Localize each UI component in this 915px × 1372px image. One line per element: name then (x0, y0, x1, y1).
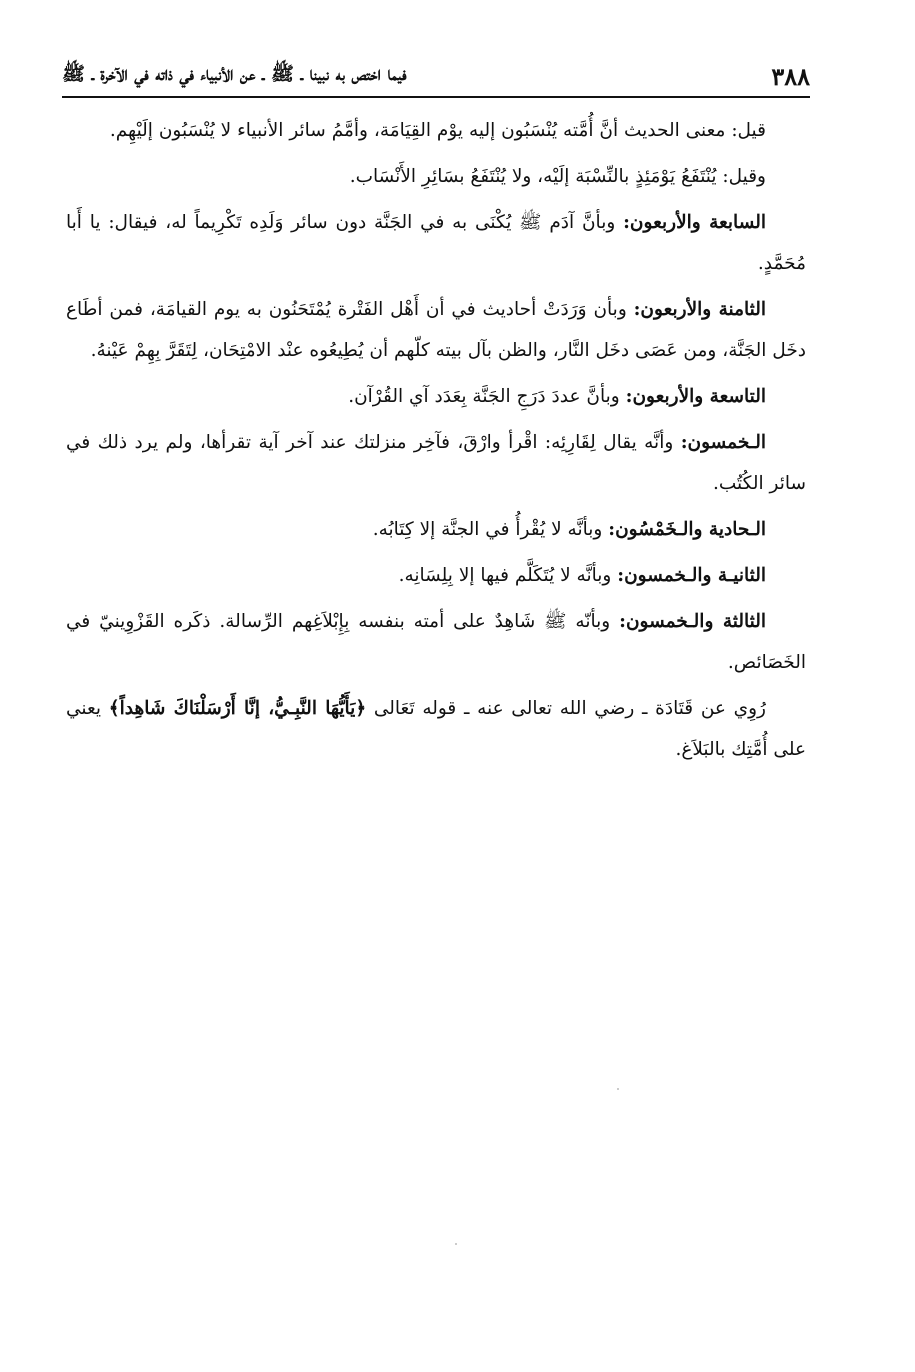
item-heading: الثانيـة والـخمسون: (617, 565, 766, 586)
paragraph-48 (66, 289, 806, 371)
paragraph-51 (66, 509, 806, 550)
paragraph-52 (66, 555, 806, 596)
closing-paragraph (66, 688, 806, 770)
item-heading: الـحادية والـخَمْسُون: (608, 519, 766, 540)
header-rule (62, 96, 810, 98)
scan-speck (455, 1243, 457, 1245)
page-body (66, 110, 806, 775)
paragraph-2 (66, 156, 806, 197)
closing-intro: رُوِي عن قَتَادَة ـ رضي الله تعالى عنه ـ قوله تَعَالى (373, 698, 766, 719)
item-heading: الـخمسون: (680, 432, 766, 453)
paragraph-1 (66, 110, 806, 151)
paragraph-49 (66, 376, 806, 417)
closing-outro: يعني على أُمَّتِك بالبَلاَغ. (66, 698, 806, 760)
paragraph-text: وبأنَّ عددَ دَرَجِ الجَنَّة بِعَدَد آي القُرْآن. (348, 386, 620, 407)
item-heading: الثالثة والـخمسون: (619, 611, 766, 632)
paragraph-text: وبأنّه ﷺ شَاهِدٌ على أمته بنفسه بِإِبْلاَغِهم الرِّسالة. ذكَره القَزْوِينيّ في الخَصَائص. (66, 611, 806, 673)
item-heading: السابعة والأربعون: (623, 212, 766, 233)
paragraph-text: وبأنَّه لا يُتَكَلَّم فيها إلا بِلِسَانِه. (398, 565, 612, 586)
page-number: ٣٨٨ (771, 61, 810, 91)
paragraph-text: وبأنَّه لا يُقْرأُ في الجنَّة إلا كِتَابُه. (372, 519, 603, 540)
paragraph-50 (66, 422, 806, 504)
scan-speck (617, 1088, 619, 1090)
paragraph-53 (66, 601, 806, 683)
running-title: فيما اختص به نبينا ـ ﷺ ـ عن الأنبياء في ذاته في الآخرة ـ ﷺ (62, 63, 407, 85)
quran-verse: ﴿يَأَيُّهَا النَّبِـيُّ، إنَّا أَرْسَلْنَاكَ شَاهِداً﴾ (108, 698, 367, 719)
paragraph-text: وبأن وَرَدَتْ أحاديث في أن أَهْل الفَتْرة يُمْتَحَنُون به يوم القيامَة، فمن أطَاع دخَل الجَنَّة، ومن عَصَى دخَل النَّار، والظن بآل بيته كلّهم أن يُطِيعُوه عنْد الامْتِحَان، لِتَقَرَّ بِهِمْ عَيْنهُ. (66, 299, 806, 361)
item-heading: التاسعة والأربعون: (625, 386, 766, 407)
page-header (62, 56, 810, 96)
paragraph-text: قيل: معنى الحديث أنَّ أُمَّته يُنْسَبُون إليه يوْم القِيَامَة، وأمَّمُ سائر الأنبياء لا يُنْسَبُون إلَيْهِم. (109, 120, 766, 141)
item-heading: الثامنة والأربعون: (633, 299, 766, 320)
paragraph-text: وأنَّه يقال لِقَارِئِه: اقْرأ وارْقَ، فآخِر منزلتك عند آخر آية تقرأها، ولم يرد ذلك في سائر الكُتُب. (66, 432, 806, 494)
paragraph-47 (66, 202, 806, 284)
paragraph-text: وبأنَّ آدَم ﷺ يُكْنَى به في الجَنَّة دون سائر وَلَدِه تَكْرِيماً له، فيقال: يا أَبا مُحَمَّدٍ. (66, 212, 806, 274)
paragraph-text: وقيل: يُنْتَفَعُ يَوْمَئِذٍ بالنِّسْبَة إلَيْه، ولا يُنْتَفَعُ بسَائِرِ الأَنْسَاب. (349, 166, 766, 187)
